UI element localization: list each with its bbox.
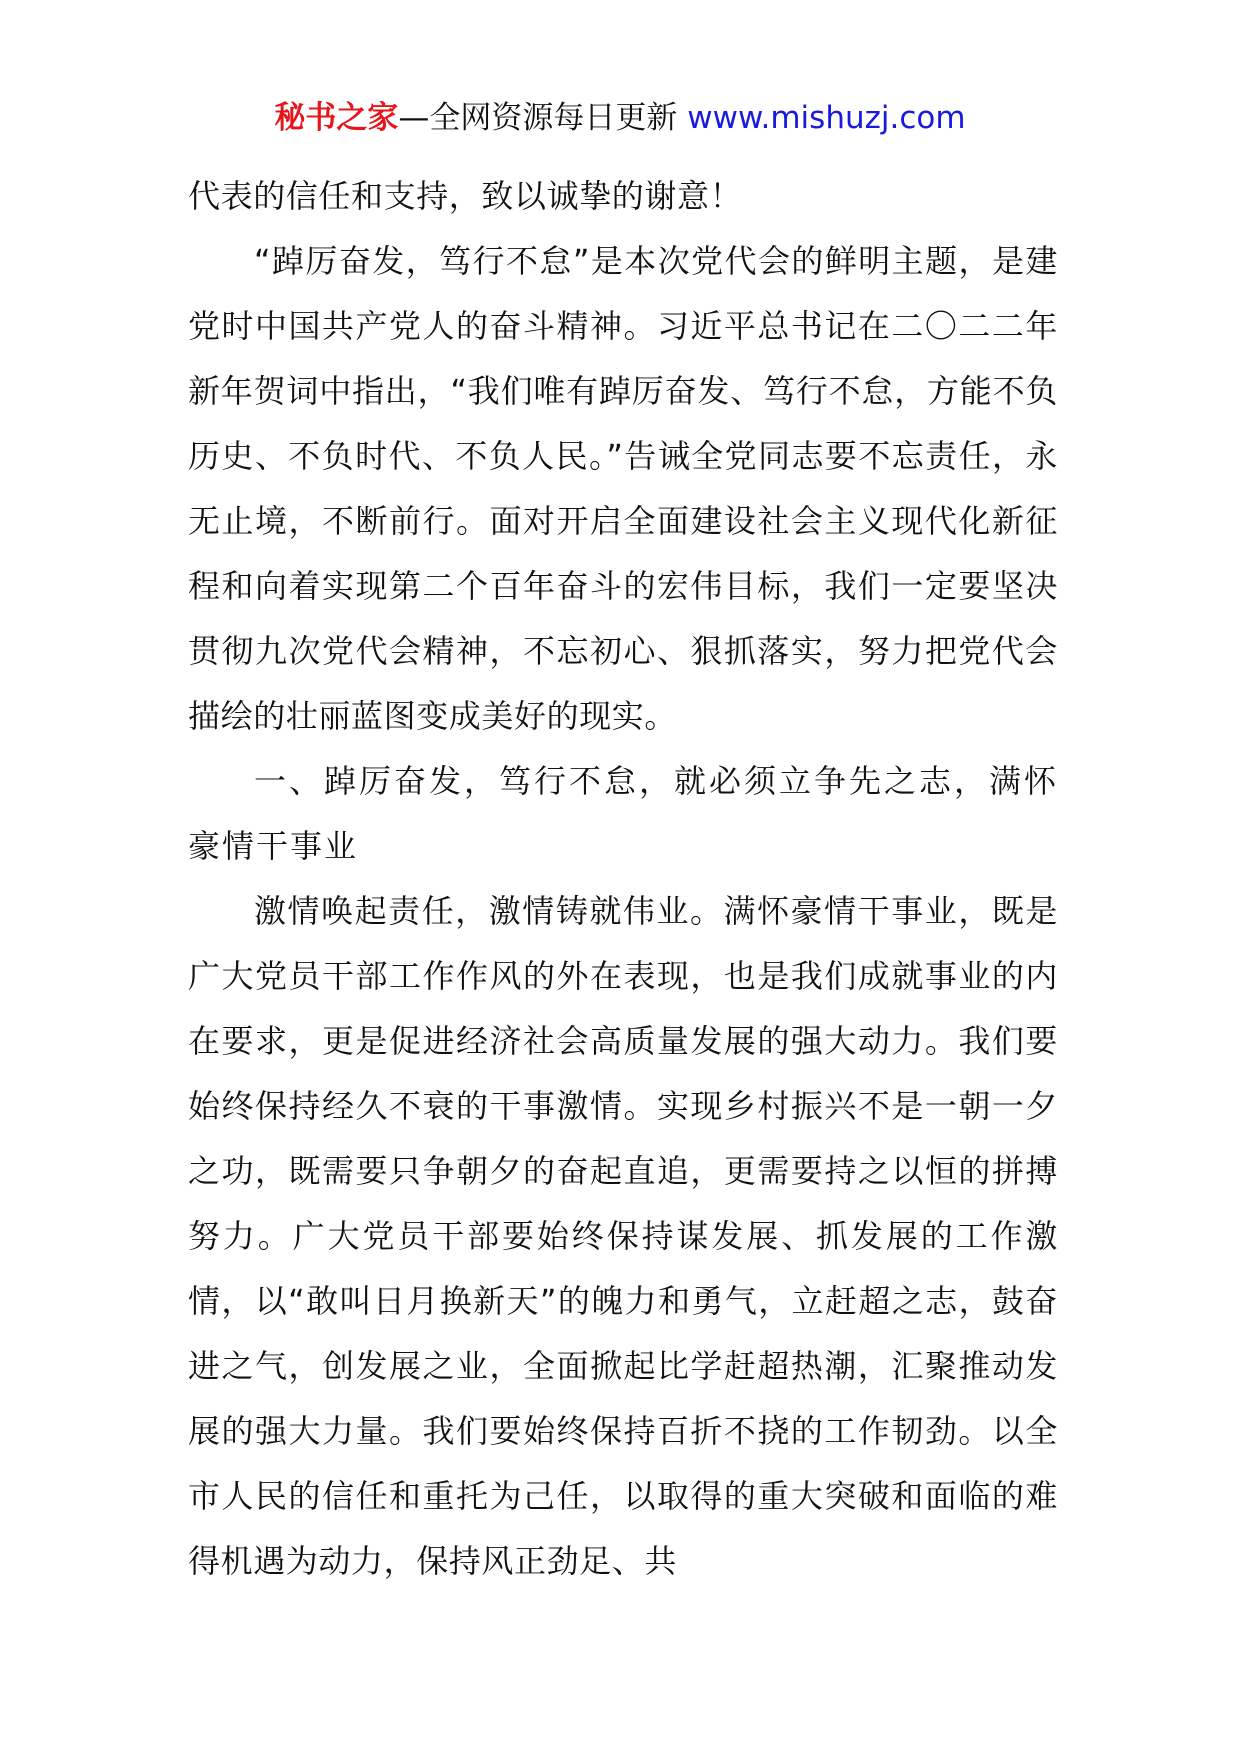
document-body — [188, 164, 1058, 1594]
section-heading-1: 一、踔厉奋发，笃行不怠，就必须立争先之志，满怀豪情干事业 — [188, 762, 1058, 865]
paragraph-1: 代表的信任和支持，致以诚挚的谢意！ — [188, 177, 743, 215]
header-site-link[interactable]: www.mishuzj.com — [687, 100, 966, 136]
paragraph-3: 激情唤起责任，激情铸就伟业。满怀豪情干事业，既是广大党员干部工作作风的外在表现，也是我们成就事业的内在要求，更是促进经济社会高质量发展的强大动力。我们要始终保持经久不衰的干事激情。实现乡村振兴不是一朝一夕之功，既需要只争朝夕的奋起直追，更需要持之以恒的拼搏努力。广大党员干部要始终保持谋发展、抓发展的工作激情，以“敢叫日月换新天”的魄力和勇气，立赶超之志，鼓奋进之气，创发展之业，全面掀起比学赶超热潮，汇聚推动发展的强大力量。我们要始终保持百折不挠的工作韧劲。以全市人民的信任和重托为己任，以取得的重大突破和面临的难得机遇为动力，保持风正劲足、共 — [188, 892, 1058, 1580]
paragraph-2: “踔厉奋发，笃行不怠”是本次党代会的鲜明主题，是建党时中国共产党人的奋斗精神。习近平总书记在二〇二二年新年贺词中指出，“我们唯有踔厉奋发、笃行不怠，方能不负历史、不负时代、不负人民。”告诫全党同志要不忘责任，永无止境，不断前行。面对开启全面建设社会主义现代化新征程和向着实现第二个百年奋斗的宏伟目标，我们一定要坚决贯彻九次党代会精神，不忘初心、狠抓落实，努力把党代会描绘的壮丽蓝图变成美好的现实。 — [188, 242, 1058, 735]
page-header — [0, 96, 1240, 140]
header-slogan: —全网资源每日更新 — [398, 100, 688, 136]
header-brand: 秘书之家 — [274, 100, 399, 136]
